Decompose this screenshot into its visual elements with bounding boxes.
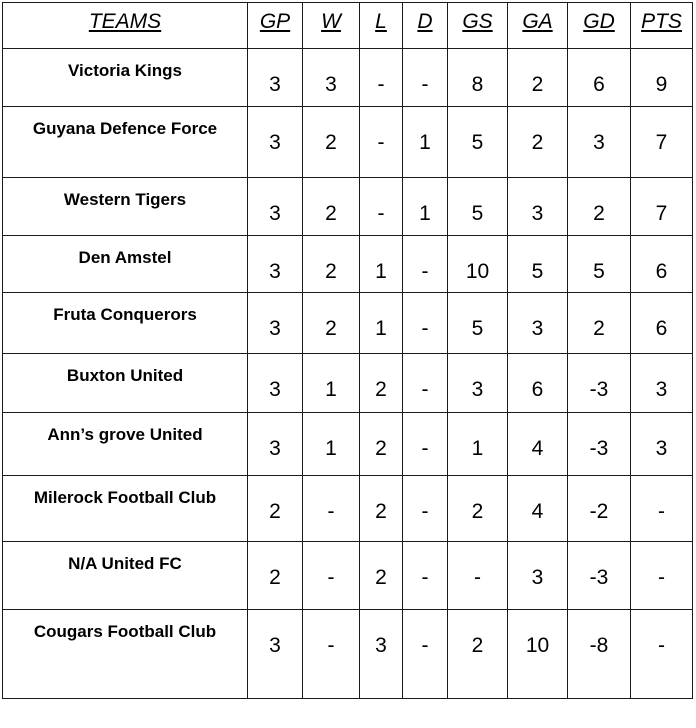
header-l: L <box>360 3 403 49</box>
table-row <box>3 236 693 293</box>
team-name-cell: Ann’s grove United <box>3 413 248 476</box>
header-gp: GP <box>248 3 303 49</box>
stat-cell-gd: 3 <box>568 107 631 178</box>
stat-cell-ga: 3 <box>508 293 568 354</box>
stat-cell-l: 1 <box>360 236 403 293</box>
stat-cell-gs: 1 <box>448 413 508 476</box>
stat-cell-d: - <box>403 476 448 542</box>
stat-cell-pts: - <box>631 476 693 542</box>
stat-cell-gp: 3 <box>248 610 303 699</box>
header-w: W <box>303 3 360 49</box>
team-name-cell: Western Tigers <box>3 178 248 236</box>
table-row <box>3 49 693 107</box>
stat-cell-ga: 4 <box>508 476 568 542</box>
stat-cell-gp: 2 <box>248 476 303 542</box>
stat-cell-l: 2 <box>360 413 403 476</box>
stat-cell-pts: 9 <box>631 49 693 107</box>
stat-cell-gs: 5 <box>448 178 508 236</box>
standings-table <box>2 2 693 699</box>
stat-cell-gp: 3 <box>248 107 303 178</box>
stat-cell-d: - <box>403 542 448 610</box>
stat-cell-w: 2 <box>303 107 360 178</box>
header-pts: PTS <box>631 3 693 49</box>
header-gs: GS <box>448 3 508 49</box>
table-row <box>3 476 693 542</box>
table-row <box>3 610 693 699</box>
table-row <box>3 542 693 610</box>
stat-cell-gd: 5 <box>568 236 631 293</box>
stat-cell-d: 1 <box>403 107 448 178</box>
stat-cell-pts: - <box>631 610 693 699</box>
stat-cell-l: 2 <box>360 476 403 542</box>
stat-cell-gs: 8 <box>448 49 508 107</box>
stat-cell-gp: 3 <box>248 49 303 107</box>
team-name-cell: Den Amstel <box>3 236 248 293</box>
stat-cell-d: - <box>403 236 448 293</box>
stat-cell-gd: -3 <box>568 542 631 610</box>
team-name-cell: Buxton United <box>3 354 248 413</box>
team-name-cell: Victoria Kings <box>3 49 248 107</box>
stat-cell-d: - <box>403 49 448 107</box>
stat-cell-gs: 10 <box>448 236 508 293</box>
stat-cell-gp: 3 <box>248 413 303 476</box>
header-d: D <box>403 3 448 49</box>
stat-cell-gp: 3 <box>248 293 303 354</box>
stat-cell-gd: -8 <box>568 610 631 699</box>
header-ga: GA <box>508 3 568 49</box>
stat-cell-gd: -2 <box>568 476 631 542</box>
stat-cell-ga: 6 <box>508 354 568 413</box>
stat-cell-l: 1 <box>360 293 403 354</box>
stat-cell-pts: 3 <box>631 354 693 413</box>
stat-cell-l: 2 <box>360 542 403 610</box>
stat-cell-gd: 2 <box>568 293 631 354</box>
stat-cell-gd: -3 <box>568 354 631 413</box>
stat-cell-gs: - <box>448 542 508 610</box>
table-row <box>3 178 693 236</box>
stat-cell-gs: 2 <box>448 476 508 542</box>
stat-cell-w: 2 <box>303 236 360 293</box>
stat-cell-gp: 3 <box>248 178 303 236</box>
team-name-cell: N/A United FC <box>3 542 248 610</box>
team-name-cell: Cougars Football Club <box>3 610 248 699</box>
stat-cell-l: 2 <box>360 354 403 413</box>
stat-cell-w: 1 <box>303 413 360 476</box>
stat-cell-gd: -3 <box>568 413 631 476</box>
team-name-cell: Fruta Conquerors <box>3 293 248 354</box>
stat-cell-d: - <box>403 354 448 413</box>
stat-cell-w: 2 <box>303 293 360 354</box>
stat-cell-gs: 5 <box>448 107 508 178</box>
stat-cell-ga: 2 <box>508 49 568 107</box>
team-name-cell: Guyana Defence Force <box>3 107 248 178</box>
stat-cell-gd: 2 <box>568 178 631 236</box>
stat-cell-pts: 7 <box>631 107 693 178</box>
stat-cell-l: - <box>360 107 403 178</box>
table-row <box>3 413 693 476</box>
stat-cell-gp: 3 <box>248 236 303 293</box>
stat-cell-ga: 2 <box>508 107 568 178</box>
stat-cell-ga: 5 <box>508 236 568 293</box>
stat-cell-w: 1 <box>303 354 360 413</box>
stat-cell-pts: 6 <box>631 293 693 354</box>
stat-cell-pts: 7 <box>631 178 693 236</box>
stat-cell-gs: 3 <box>448 354 508 413</box>
table-row <box>3 354 693 413</box>
stat-cell-ga: 4 <box>508 413 568 476</box>
stat-cell-gp: 3 <box>248 354 303 413</box>
stat-cell-w: 3 <box>303 49 360 107</box>
team-name-cell: Milerock Football Club <box>3 476 248 542</box>
stat-cell-ga: 10 <box>508 610 568 699</box>
stat-cell-w: - <box>303 610 360 699</box>
stat-cell-d: - <box>403 610 448 699</box>
table-row <box>3 293 693 354</box>
stat-cell-gp: 2 <box>248 542 303 610</box>
stat-cell-d: - <box>403 293 448 354</box>
stat-cell-w: - <box>303 542 360 610</box>
stat-cell-l: - <box>360 178 403 236</box>
table-row <box>3 107 693 178</box>
stat-cell-pts: 6 <box>631 236 693 293</box>
stat-cell-w: - <box>303 476 360 542</box>
stat-cell-l: 3 <box>360 610 403 699</box>
stat-cell-pts: - <box>631 542 693 610</box>
stat-cell-pts: 3 <box>631 413 693 476</box>
header-row <box>3 3 693 49</box>
stat-cell-gd: 6 <box>568 49 631 107</box>
stat-cell-w: 2 <box>303 178 360 236</box>
stat-cell-l: - <box>360 49 403 107</box>
stat-cell-ga: 3 <box>508 178 568 236</box>
stat-cell-gs: 2 <box>448 610 508 699</box>
stat-cell-ga: 3 <box>508 542 568 610</box>
stat-cell-d: - <box>403 413 448 476</box>
stat-cell-gs: 5 <box>448 293 508 354</box>
header-teams: TEAMS <box>3 3 248 49</box>
stat-cell-d: 1 <box>403 178 448 236</box>
header-gd: GD <box>568 3 631 49</box>
